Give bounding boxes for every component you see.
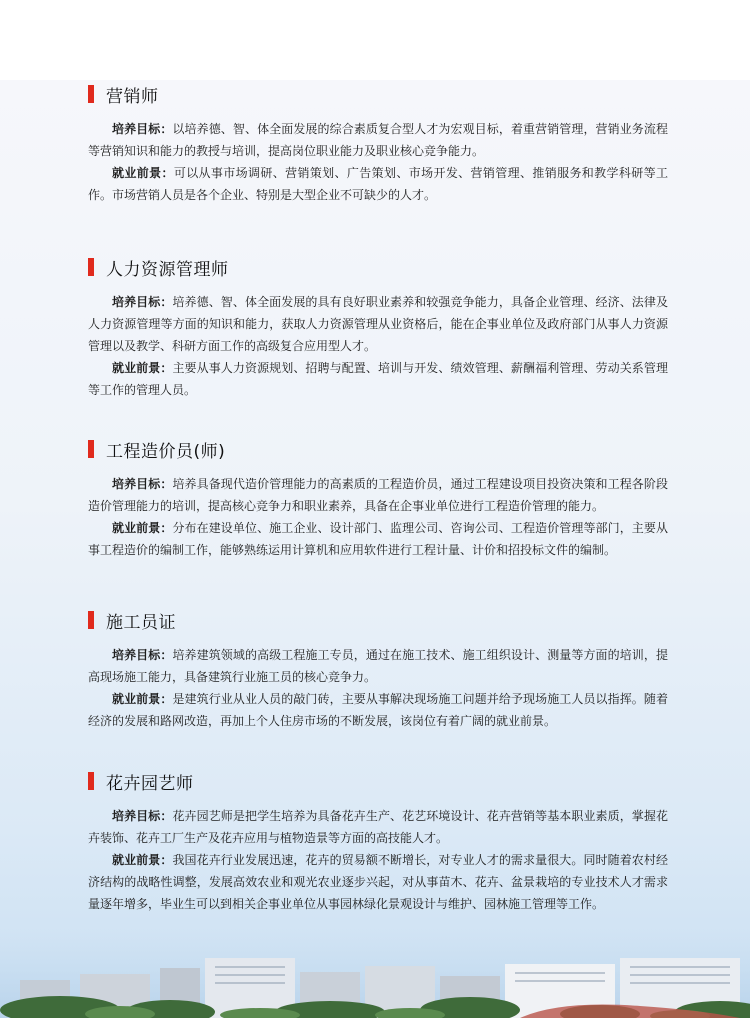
prospect-text: 我国花卉行业发展迅速，花卉的贸易额不断增长，对专业人才的需求量很大。同时随着农村经济结构的战略性调整，发展高效农业和观光农业逐步兴起，对从事苗木、花卉、盆景栽培的专业技术人才需求量逐年增多，毕业生可以到相关企事业单位从事园林绿化景观设计与维护、园林施工管理等工作。: [88, 853, 668, 911]
employment-prospect: [88, 849, 668, 915]
section-title: 营销师: [106, 86, 159, 107]
employment-prospect: [88, 162, 668, 206]
training-goal: [88, 291, 668, 357]
goal-text: 花卉园艺师是把学生培养为具备花卉生产、花艺环境设计、花卉营销等基本职业素质，掌握花卉装饰、花卉工厂生产及花卉应用与植物造景等方面的高技能人才。: [88, 809, 668, 845]
goal-text: 以培养德、智、体全面发展的综合素质复合型人才为宏观目标，着重营销管理，营销业务流程等营销知识和能力的教授与培训，提高岗位职业能力及职业核心竞争能力。: [88, 122, 668, 158]
red-bar-marker: [88, 258, 94, 276]
employment-prospect: [88, 517, 668, 561]
section-marketing: [88, 82, 668, 206]
training-goal: [88, 644, 668, 688]
section-horticulturist: [88, 769, 668, 915]
goal-text: 培养德、智、体全面发展的具有良好职业素养和较强竞争能力，具备企业管理、经济、法律及人力资源管理等方面的知识和能力，获取人力资源管理从业资格后，能在企事业单位及政府部门从事人力资源管理以及教学、科研方面工作的高级复合应用型人才。: [88, 295, 668, 353]
prospect-label: 就业前景：: [112, 361, 173, 375]
goal-text: 培养具备现代造价管理能力的高素质的工程造价员，通过工程建设项目投资决策和工程各阶段造价管理能力的培训，提高核心竞争力和职业素养，具备在企事业单位进行工程造价管理的能力。: [88, 477, 668, 513]
prospect-label: 就业前景：: [112, 166, 174, 180]
red-bar-marker: [88, 611, 94, 629]
training-goal: [88, 805, 668, 849]
section-header: [88, 769, 668, 793]
goal-text: 培养建筑领域的高级工程施工专员，通过在施工技术、施工组织设计、测量等方面的培训，提高现场施工能力，具备建筑行业施工员的核心竞争力。: [88, 648, 668, 684]
section-construction-worker: [88, 608, 668, 732]
prospect-text: 分布在建设单位、施工企业、设计部门、监理公司、咨询公司、工程造价管理等部门，主要从事工程造价的编制工作，能够熟练运用计算机和应用软件进行工程计量、计价和招投标文件的编制。: [88, 521, 668, 557]
section-title: 工程造价员(师): [106, 441, 226, 462]
section-header: [88, 255, 668, 279]
red-bar-marker: [88, 85, 94, 103]
section-header: [88, 82, 668, 106]
prospect-text: 可以从事市场调研、营销策划、广告策划、市场开发、营销管理、推销服务和教学科研等工作。市场营销人员是各个企业、特别是大型企业不可缺少的人才。: [88, 166, 668, 202]
section-title: 施工员证: [106, 612, 176, 633]
goal-label: 培养目标：: [112, 477, 173, 491]
red-bar-marker: [88, 440, 94, 458]
employment-prospect: [88, 357, 668, 401]
campus-skyline-image: [0, 928, 750, 1018]
prospect-label: 就业前景：: [112, 521, 173, 535]
section-hr-management: [88, 255, 668, 401]
employment-prospect: [88, 688, 668, 732]
goal-label: 培养目标：: [112, 295, 173, 309]
prospect-text: 主要从事人力资源规划、招聘与配置、培训与开发、绩效管理、薪酬福利管理、劳动关系管理等工作的管理人员。: [88, 361, 668, 397]
section-title: 花卉园艺师: [106, 773, 194, 794]
training-goal: [88, 118, 668, 162]
prospect-text: 是建筑行业从业人员的敲门砖，主要从事解决现场施工问题并给予现场施工人员以指挥。随着经济的发展和路网改造，再加上个人住房市场的不断发展，该岗位有着广阔的就业前景。: [88, 692, 668, 728]
section-title: 人力资源管理师: [106, 259, 229, 280]
training-goal: [88, 473, 668, 517]
section-header: [88, 608, 668, 632]
goal-label: 培养目标：: [112, 122, 173, 136]
goal-label: 培养目标：: [112, 648, 173, 662]
prospect-label: 就业前景：: [112, 853, 173, 867]
goal-label: 培养目标：: [112, 809, 173, 823]
prospect-label: 就业前景：: [112, 692, 173, 706]
red-bar-marker: [88, 772, 94, 790]
section-header: [88, 437, 668, 461]
section-cost-engineer: [88, 437, 668, 561]
